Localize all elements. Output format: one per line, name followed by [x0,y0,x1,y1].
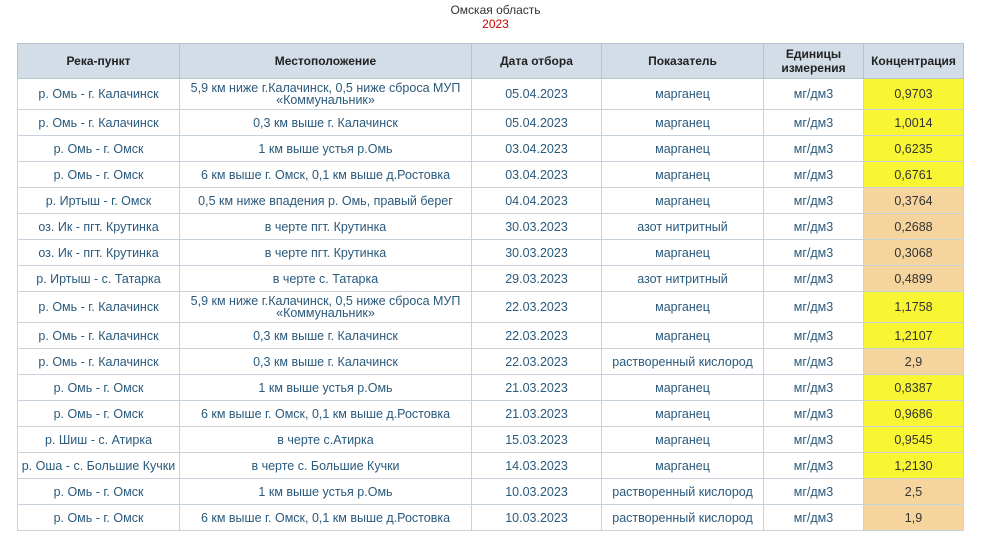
cell-concentration: 0,3068 [864,240,964,266]
cell-river: р. Омь - г. Калачинск [18,349,180,375]
table-row [18,162,964,188]
cell-location: 0,3 км выше г. Калачинск [180,323,472,349]
cell-river: р. Иртыш - г. Омск [18,188,180,214]
cell-river: р. Омь - г. Омск [18,505,180,531]
column-header-location: Местоположение [180,44,472,79]
year-label: 2023 [482,17,509,31]
cell-concentration: 1,1758 [864,292,964,323]
cell-date: 15.03.2023 [472,427,602,453]
cell-concentration: 0,4899 [864,266,964,292]
cell-unit: мг/дм3 [764,240,864,266]
cell-location: 0,5 км ниже впадения р. Омь, правый берег [180,188,472,214]
table-row [18,375,964,401]
cell-location: 6 км выше г. Омск, 0,1 км выше д.Ростовка [180,162,472,188]
cell-date: 22.03.2023 [472,292,602,323]
cell-concentration: 0,9686 [864,401,964,427]
cell-indicator: марганец [602,162,764,188]
cell-river: оз. Ик - пгт. Крутинка [18,240,180,266]
cell-date: 21.03.2023 [472,401,602,427]
cell-unit: мг/дм3 [764,505,864,531]
cell-river: р. Оша - с. Большие Кучки [18,453,180,479]
cell-location: 6 км выше г. Омск, 0,1 км выше д.Ростовка [180,401,472,427]
table-row [18,266,964,292]
cell-date: 10.03.2023 [472,505,602,531]
cell-river: р. Омь - г. Омск [18,401,180,427]
cell-unit: мг/дм3 [764,188,864,214]
table-header-row [18,44,964,79]
cell-unit: мг/дм3 [764,349,864,375]
table-row [18,292,964,323]
cell-concentration: 0,9703 [864,79,964,110]
cell-unit: мг/дм3 [764,136,864,162]
table-row [18,427,964,453]
cell-date: 03.04.2023 [472,162,602,188]
cell-unit: мг/дм3 [764,110,864,136]
cell-unit: мг/дм3 [764,292,864,323]
table-row [18,136,964,162]
cell-date: 10.03.2023 [472,479,602,505]
cell-indicator: марганец [602,375,764,401]
region-title: Омская область [450,3,541,17]
table-row [18,79,964,110]
cell-concentration: 1,9 [864,505,964,531]
cell-indicator: азот нитритный [602,266,764,292]
cell-location: 6 км выше г. Омск, 0,1 км выше д.Ростовка [180,505,472,531]
cell-indicator: растворенный кислород [602,349,764,375]
cell-concentration: 1,2107 [864,323,964,349]
cell-unit: мг/дм3 [764,162,864,188]
cell-indicator: марганец [602,136,764,162]
column-header-concentration: Концентрация [864,44,964,79]
cell-river: оз. Ик - пгт. Крутинка [18,214,180,240]
cell-date: 30.03.2023 [472,214,602,240]
cell-date: 30.03.2023 [472,240,602,266]
cell-location: 5,9 км ниже г.Калачинск, 0,5 ниже сброса МУП «Коммунальник» [180,292,472,323]
table-row [18,505,964,531]
cell-unit: мг/дм3 [764,453,864,479]
cell-unit: мг/дм3 [764,375,864,401]
pollution-table [17,43,964,531]
cell-date: 05.04.2023 [472,79,602,110]
cell-unit: мг/дм3 [764,79,864,110]
cell-date: 29.03.2023 [472,266,602,292]
cell-unit: мг/дм3 [764,323,864,349]
cell-river: р. Шиш - с. Атирка [18,427,180,453]
cell-river: р. Омь - г. Калачинск [18,292,180,323]
cell-indicator: марганец [602,292,764,323]
cell-indicator: марганец [602,188,764,214]
cell-river: р. Омь - г. Омск [18,375,180,401]
cell-concentration: 0,2688 [864,214,964,240]
cell-location: 1 км выше устья р.Омь [180,136,472,162]
cell-river: р. Омь - г. Омск [18,479,180,505]
cell-unit: мг/дм3 [764,214,864,240]
table-row [18,401,964,427]
cell-date: 04.04.2023 [472,188,602,214]
cell-date: 05.04.2023 [472,110,602,136]
cell-date: 03.04.2023 [472,136,602,162]
cell-concentration: 2,5 [864,479,964,505]
cell-location: 0,3 км выше г. Калачинск [180,349,472,375]
cell-river: р. Омь - г. Калачинск [18,110,180,136]
cell-date: 14.03.2023 [472,453,602,479]
cell-river: р. Омь - г. Калачинск [18,323,180,349]
cell-indicator: марганец [602,79,764,110]
cell-river: р. Омь - г. Омск [18,162,180,188]
table-row [18,323,964,349]
table-row [18,110,964,136]
cell-location: 5,9 км ниже г.Калачинск, 0,5 ниже сброса МУП «Коммунальник» [180,79,472,110]
cell-concentration: 1,0014 [864,110,964,136]
cell-unit: мг/дм3 [764,266,864,292]
table-row [18,349,964,375]
cell-location: 1 км выше устья р.Омь [180,479,472,505]
column-header-date: Дата отбора [472,44,602,79]
cell-concentration: 1,2130 [864,453,964,479]
cell-unit: мг/дм3 [764,401,864,427]
table-row [18,479,964,505]
cell-location: 0,3 км выше г. Калачинск [180,110,472,136]
table-row [18,214,964,240]
cell-location: в черте пгт. Крутинка [180,214,472,240]
column-header-river: Река-пункт [18,44,180,79]
cell-indicator: марганец [602,453,764,479]
table-row [18,188,964,214]
cell-concentration: 0,3764 [864,188,964,214]
cell-indicator: марганец [602,401,764,427]
cell-indicator: марганец [602,240,764,266]
column-header-unit: Единицы измерения [764,44,864,79]
cell-indicator: марганец [602,427,764,453]
cell-concentration: 0,9545 [864,427,964,453]
cell-indicator: марганец [602,323,764,349]
cell-river: р. Омь - г. Омск [18,136,180,162]
cell-concentration: 0,6235 [864,136,964,162]
cell-location: в черте с.Атирка [180,427,472,453]
cell-indicator: азот нитритный [602,214,764,240]
column-header-indicator: Показатель [602,44,764,79]
cell-unit: мг/дм3 [764,479,864,505]
cell-river: р. Иртыш - с. Татарка [18,266,180,292]
cell-river: р. Омь - г. Калачинск [18,79,180,110]
cell-concentration: 0,8387 [864,375,964,401]
table-row [18,453,964,479]
cell-location: в черте с. Большие Кучки [180,453,472,479]
cell-indicator: марганец [602,110,764,136]
table-row [18,240,964,266]
cell-date: 22.03.2023 [472,349,602,375]
cell-date: 22.03.2023 [472,323,602,349]
cell-indicator: растворенный кислород [602,505,764,531]
cell-unit: мг/дм3 [764,427,864,453]
cell-date: 21.03.2023 [472,375,602,401]
cell-concentration: 2,9 [864,349,964,375]
cell-location: 1 км выше устья р.Омь [180,375,472,401]
cell-indicator: растворенный кислород [602,479,764,505]
cell-location: в черте с. Татарка [180,266,472,292]
cell-location: в черте пгт. Крутинка [180,240,472,266]
cell-concentration: 0,6761 [864,162,964,188]
